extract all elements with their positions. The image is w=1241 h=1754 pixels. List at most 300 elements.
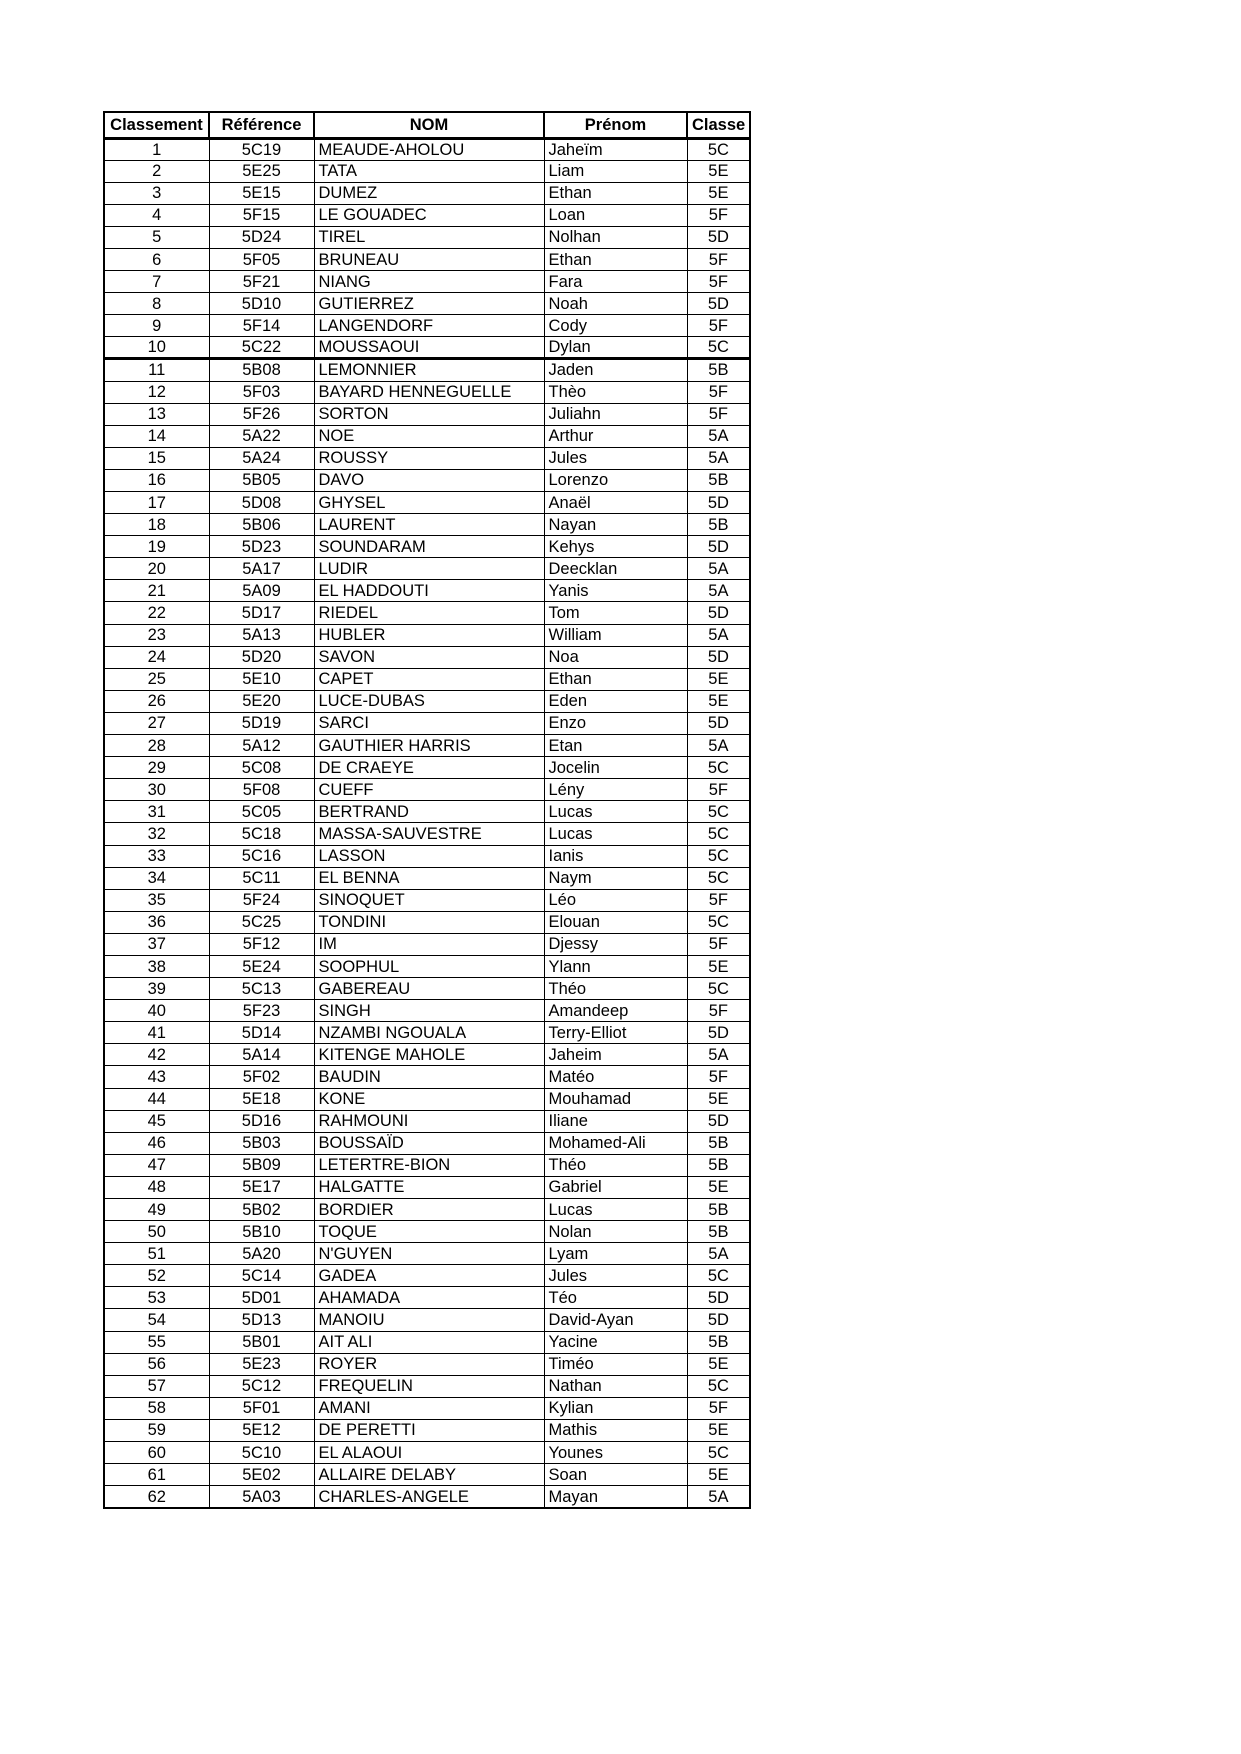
table-row [104,514,750,536]
cell-classement: 6 [104,248,209,270]
cell-prenom: Amandeep [544,1000,687,1022]
cell-nom: IM [314,933,544,955]
cell-classe: 5D [687,1287,750,1309]
table-row [104,602,750,624]
cell-nom: N'GUYEN [314,1243,544,1265]
cell-classement: 24 [104,646,209,668]
cell-reference: 5F26 [209,403,314,425]
cell-classe: 5A [687,580,750,602]
table-row [104,712,750,734]
cell-nom: KONE [314,1088,544,1110]
cell-classe: 5D [687,646,750,668]
table-row [104,845,750,867]
table-row [104,1221,750,1243]
header-nom: NOM [314,112,544,138]
cell-classe: 5C [687,757,750,779]
table-row [104,1464,750,1486]
cell-reference: 5B01 [209,1331,314,1353]
table-row [104,1132,750,1154]
cell-prenom: Elouan [544,911,687,933]
cell-classement: 1 [104,138,209,160]
cell-prenom: Jules [544,447,687,469]
table-row [104,735,750,757]
cell-classe: 5B [687,1154,750,1176]
table-row [104,359,750,381]
cell-classe: 5D [687,602,750,624]
cell-nom: CUEFF [314,779,544,801]
cell-prenom: Lény [544,779,687,801]
cell-classe: 5A [687,624,750,646]
cell-nom: ROYER [314,1353,544,1375]
cell-prenom: Mouhamad [544,1088,687,1110]
cell-classement: 22 [104,602,209,624]
table-row [104,315,750,337]
cell-nom: HUBLER [314,624,544,646]
cell-classe: 5B [687,1221,750,1243]
table-row [104,1154,750,1176]
table-header [104,112,750,138]
cell-prenom: Kylian [544,1397,687,1419]
cell-prenom: Liam [544,160,687,182]
cell-classement: 4 [104,204,209,226]
cell-reference: 5F23 [209,1000,314,1022]
cell-classement: 58 [104,1397,209,1419]
cell-prenom: Ethan [544,248,687,270]
cell-classement: 60 [104,1442,209,1464]
cell-classement: 28 [104,735,209,757]
cell-reference: 5C22 [209,337,314,359]
cell-nom: ROUSSY [314,447,544,469]
cell-reference: 5C05 [209,801,314,823]
cell-prenom: Nolan [544,1221,687,1243]
cell-classement: 9 [104,315,209,337]
cell-nom: BAYARD HENNEGUELLE [314,381,544,403]
table-row [104,469,750,491]
table-row [104,624,750,646]
cell-classement: 37 [104,933,209,955]
cell-classe: 5A [687,425,750,447]
cell-prenom: Ethan [544,182,687,204]
cell-classe: 5C [687,801,750,823]
cell-prenom: Noa [544,646,687,668]
cell-classe: 5E [687,1353,750,1375]
cell-classe: 5D [687,1309,750,1331]
cell-reference: 5F02 [209,1066,314,1088]
header-reference: Référence [209,112,314,138]
cell-nom: BORDIER [314,1199,544,1221]
header-prenom: Prénom [544,112,687,138]
cell-nom: LASSON [314,845,544,867]
cell-prenom: Lyam [544,1243,687,1265]
cell-classe: 5F [687,1000,750,1022]
cell-nom: BERTRAND [314,801,544,823]
header-classement: Classement [104,112,209,138]
cell-classement: 36 [104,911,209,933]
cell-classe: 5C [687,911,750,933]
table-row [104,447,750,469]
cell-classe: 5F [687,381,750,403]
cell-prenom: Anaël [544,492,687,514]
cell-reference: 5C14 [209,1265,314,1287]
cell-reference: 5D13 [209,1309,314,1331]
cell-prenom: Iliane [544,1110,687,1132]
cell-classement: 61 [104,1464,209,1486]
cell-classement: 33 [104,845,209,867]
table-row [104,1022,750,1044]
table-row [104,1110,750,1132]
cell-prenom: Arthur [544,425,687,447]
cell-nom: TOQUE [314,1221,544,1243]
cell-classement: 25 [104,668,209,690]
table-row [104,823,750,845]
cell-classement: 11 [104,359,209,381]
cell-nom: TIREL [314,226,544,248]
table-row [104,403,750,425]
cell-prenom: Lucas [544,1199,687,1221]
cell-classement: 14 [104,425,209,447]
cell-nom: SAVON [314,646,544,668]
cell-classe: 5A [687,735,750,757]
cell-classement: 2 [104,160,209,182]
cell-classe: 5C [687,845,750,867]
cell-classe: 5E [687,955,750,977]
cell-reference: 5B10 [209,1221,314,1243]
cell-classement: 42 [104,1044,209,1066]
cell-nom: SARCI [314,712,544,734]
cell-reference: 5D01 [209,1287,314,1309]
cell-prenom: Juliahn [544,403,687,425]
cell-reference: 5A03 [209,1486,314,1508]
cell-reference: 5F08 [209,779,314,801]
cell-nom: RAHMOUNI [314,1110,544,1132]
cell-classement: 18 [104,514,209,536]
table-row [104,955,750,977]
cell-nom: DUMEZ [314,182,544,204]
cell-reference: 5C11 [209,867,314,889]
cell-classe: 5B [687,469,750,491]
cell-classe: 5D [687,226,750,248]
cell-classement: 46 [104,1132,209,1154]
cell-prenom: Cody [544,315,687,337]
cell-nom: CAPET [314,668,544,690]
cell-classement: 49 [104,1199,209,1221]
table-row [104,492,750,514]
cell-nom: MANOIU [314,1309,544,1331]
cell-classe: 5E [687,1419,750,1441]
cell-reference: 5F24 [209,889,314,911]
cell-reference: 5E23 [209,1353,314,1375]
cell-reference: 5A09 [209,580,314,602]
cell-reference: 5D08 [209,492,314,514]
cell-nom: EL ALAOUI [314,1442,544,1464]
cell-prenom: Djessy [544,933,687,955]
cell-classe: 5E [687,668,750,690]
cell-reference: 5D24 [209,226,314,248]
table-row [104,1088,750,1110]
cell-classe: 5E [687,160,750,182]
table-row [104,337,750,359]
cell-prenom: David-Ayan [544,1309,687,1331]
table-row [104,271,750,293]
table-row [104,757,750,779]
cell-prenom: Léo [544,889,687,911]
cell-prenom: Lucas [544,801,687,823]
cell-classe: 5C [687,337,750,359]
cell-nom: TONDINI [314,911,544,933]
cell-reference: 5C13 [209,978,314,1000]
cell-prenom: Lucas [544,823,687,845]
cell-nom: MEAUDE-AHOLOU [314,138,544,160]
cell-nom: FREQUELIN [314,1375,544,1397]
table-row [104,536,750,558]
header-classe: Classe [687,112,750,138]
cell-reference: 5A20 [209,1243,314,1265]
cell-reference: 5F21 [209,271,314,293]
cell-classement: 35 [104,889,209,911]
table-row [104,911,750,933]
cell-reference: 5A24 [209,447,314,469]
table-row [104,1287,750,1309]
cell-classe: 5B [687,1331,750,1353]
table-row [104,226,750,248]
cell-reference: 5B08 [209,359,314,381]
cell-prenom: Naym [544,867,687,889]
cell-classe: 5F [687,315,750,337]
cell-classement: 57 [104,1375,209,1397]
cell-classement: 8 [104,293,209,315]
cell-classement: 59 [104,1419,209,1441]
table-row [104,204,750,226]
cell-prenom: Jules [544,1265,687,1287]
cell-reference: 5E15 [209,182,314,204]
cell-reference: 5D17 [209,602,314,624]
table-row [104,293,750,315]
cell-prenom: Terry-Elliot [544,1022,687,1044]
cell-classement: 51 [104,1243,209,1265]
table-row [104,1397,750,1419]
cell-prenom: Soan [544,1464,687,1486]
cell-reference: 5D14 [209,1022,314,1044]
cell-prenom: Nolhan [544,226,687,248]
cell-reference: 5F14 [209,315,314,337]
header-row [104,112,750,138]
cell-nom: GABEREAU [314,978,544,1000]
cell-classe: 5D [687,1022,750,1044]
table-row [104,933,750,955]
cell-classement: 3 [104,182,209,204]
table-row [104,1353,750,1375]
cell-prenom: Noah [544,293,687,315]
cell-reference: 5E10 [209,668,314,690]
cell-prenom: Téo [544,1287,687,1309]
cell-nom: HALGATTE [314,1176,544,1198]
cell-classement: 23 [104,624,209,646]
cell-classe: 5F [687,248,750,270]
cell-prenom: Dylan [544,337,687,359]
cell-classe: 5D [687,1110,750,1132]
cell-reference: 5C25 [209,911,314,933]
cell-reference: 5D16 [209,1110,314,1132]
cell-nom: DE PERETTI [314,1419,544,1441]
cell-classe: 5D [687,293,750,315]
cell-classement: 62 [104,1486,209,1508]
table-row [104,1176,750,1198]
cell-reference: 5B05 [209,469,314,491]
cell-classement: 7 [104,271,209,293]
cell-classement: 29 [104,757,209,779]
cell-prenom: Jaden [544,359,687,381]
table-row [104,182,750,204]
cell-classement: 17 [104,492,209,514]
cell-nom: ALLAIRE DELABY [314,1464,544,1486]
cell-classe: 5F [687,1397,750,1419]
cell-classement: 12 [104,381,209,403]
table-row [104,160,750,182]
cell-classement: 19 [104,536,209,558]
cell-classement: 26 [104,690,209,712]
cell-reference: 5F05 [209,248,314,270]
table-row [104,1199,750,1221]
cell-reference: 5C12 [209,1375,314,1397]
cell-nom: LETERTRE-BION [314,1154,544,1176]
table-row [104,889,750,911]
table-row [104,138,750,160]
cell-classement: 43 [104,1066,209,1088]
table-row [104,558,750,580]
cell-nom: LEMONNIER [314,359,544,381]
cell-nom: LANGENDORF [314,315,544,337]
cell-prenom: Deecklan [544,558,687,580]
table-row [104,1419,750,1441]
cell-reference: 5E18 [209,1088,314,1110]
cell-classement: 34 [104,867,209,889]
cell-prenom: Eden [544,690,687,712]
cell-classement: 21 [104,580,209,602]
cell-nom: LE GOUADEC [314,204,544,226]
cell-classe: 5C [687,138,750,160]
cell-classement: 55 [104,1331,209,1353]
table-row [104,381,750,403]
cell-nom: AIT ALI [314,1331,544,1353]
cell-nom: SOUNDARAM [314,536,544,558]
cell-classement: 54 [104,1309,209,1331]
ranking-table [103,111,751,1509]
table-row [104,1375,750,1397]
cell-nom: MOUSSAOUI [314,337,544,359]
table-row [104,779,750,801]
cell-reference: 5C18 [209,823,314,845]
cell-reference: 5C08 [209,757,314,779]
cell-classe: 5A [687,1486,750,1508]
cell-nom: SOOPHUL [314,955,544,977]
cell-reference: 5D20 [209,646,314,668]
cell-classe: 5F [687,779,750,801]
cell-classe: 5B [687,359,750,381]
cell-classement: 48 [104,1176,209,1198]
cell-nom: BAUDIN [314,1066,544,1088]
cell-nom: SINOQUET [314,889,544,911]
cell-prenom: Nayan [544,514,687,536]
table-row [104,801,750,823]
cell-classement: 30 [104,779,209,801]
cell-prenom: Mohamed-Ali [544,1132,687,1154]
cell-classe: 5C [687,1375,750,1397]
cell-nom: MASSA-SAUVESTRE [314,823,544,845]
cell-prenom: Loan [544,204,687,226]
cell-reference: 5D23 [209,536,314,558]
cell-reference: 5E17 [209,1176,314,1198]
cell-prenom: Matéo [544,1066,687,1088]
cell-classe: 5B [687,1132,750,1154]
cell-classe: 5C [687,1265,750,1287]
table-body [104,138,750,1508]
cell-classe: 5E [687,1176,750,1198]
cell-classe: 5A [687,558,750,580]
cell-classe: 5E [687,690,750,712]
cell-classe: 5E [687,182,750,204]
cell-prenom: Timéo [544,1353,687,1375]
cell-nom: DAVO [314,469,544,491]
cell-nom: GAUTHIER HARRIS [314,735,544,757]
cell-prenom: Gabriel [544,1176,687,1198]
cell-classement: 38 [104,955,209,977]
cell-reference: 5E12 [209,1419,314,1441]
cell-reference: 5A14 [209,1044,314,1066]
cell-reference: 5A22 [209,425,314,447]
cell-prenom: Yanis [544,580,687,602]
cell-classe: 5E [687,1088,750,1110]
cell-classement: 27 [104,712,209,734]
cell-prenom: Thèo [544,381,687,403]
table-row [104,1442,750,1464]
cell-classement: 47 [104,1154,209,1176]
cell-classe: 5F [687,889,750,911]
cell-nom: SORTON [314,403,544,425]
cell-classe: 5A [687,447,750,469]
cell-nom: AMANI [314,1397,544,1419]
cell-classe: 5C [687,867,750,889]
cell-prenom: Théo [544,978,687,1000]
cell-classe: 5A [687,1044,750,1066]
cell-prenom: Lorenzo [544,469,687,491]
cell-reference: 5F01 [209,1397,314,1419]
table-row [104,978,750,1000]
cell-nom: GUTIERREZ [314,293,544,315]
cell-nom: EL HADDOUTI [314,580,544,602]
cell-classe: 5C [687,1442,750,1464]
cell-classement: 44 [104,1088,209,1110]
table-row [104,1000,750,1022]
cell-classement: 5 [104,226,209,248]
cell-prenom: Fara [544,271,687,293]
cell-nom: KITENGE MAHOLE [314,1044,544,1066]
cell-classement: 13 [104,403,209,425]
cell-prenom: Jocelin [544,757,687,779]
cell-prenom: Enzo [544,712,687,734]
cell-classe: 5E [687,1464,750,1486]
table-row [104,668,750,690]
cell-nom: LUCE-DUBAS [314,690,544,712]
cell-prenom: Younes [544,1442,687,1464]
cell-classe: 5B [687,514,750,536]
cell-nom: RIEDEL [314,602,544,624]
cell-reference: 5A13 [209,624,314,646]
cell-reference: 5F15 [209,204,314,226]
cell-prenom: Mathis [544,1419,687,1441]
cell-reference: 5C19 [209,138,314,160]
cell-classement: 40 [104,1000,209,1022]
cell-nom: BOUSSAÏD [314,1132,544,1154]
